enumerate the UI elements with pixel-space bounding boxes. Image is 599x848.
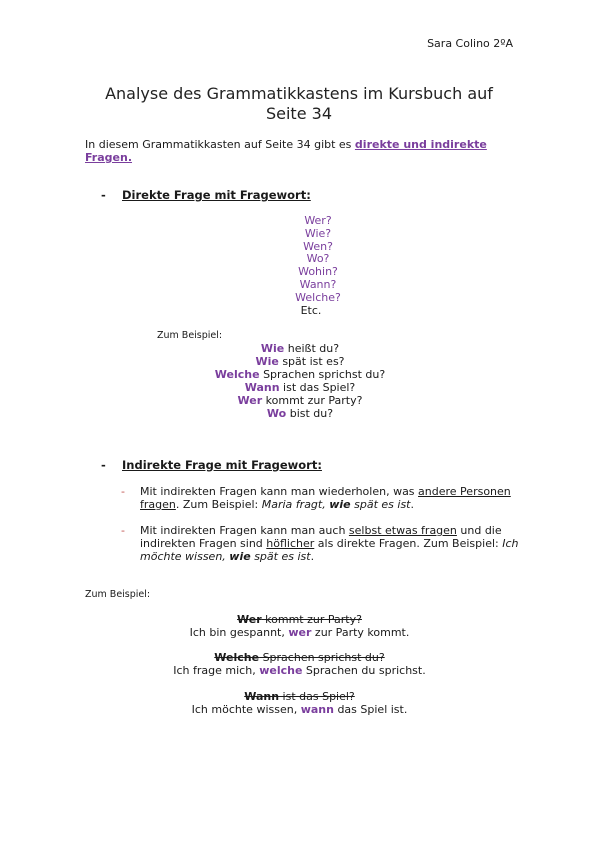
example-keyword: Wie [255, 354, 279, 368]
transformation-1 [0, 613, 599, 639]
example-rest: heißt du? [284, 342, 340, 355]
italic-text: spät es ist [250, 550, 311, 563]
struck-keyword: Wann [244, 690, 280, 703]
dash-marker: - [121, 485, 125, 498]
sentence-keyword: wann [300, 703, 334, 716]
point-text [140, 524, 521, 563]
example-line [0, 408, 599, 421]
example-rest: Sprachen sprichst du? [259, 367, 386, 381]
section-heading: Direkte Frage mit Fragewort: [122, 188, 311, 202]
dash-marker: - [121, 524, 125, 537]
example-keyword: Wie [260, 342, 285, 355]
question-word: Wie? [304, 226, 332, 240]
direct-examples [0, 343, 599, 420]
example-rest: spät ist es? [278, 354, 345, 368]
bullet-marker: - [101, 458, 106, 472]
bullet-marker: - [101, 188, 106, 202]
italic-text: Maria fragt, [261, 498, 330, 511]
sentence-end: das Spiel ist. [333, 703, 408, 716]
transformation-2 [0, 651, 599, 677]
text-run: Mit indirekten Fragen kann man wiederholen, was [140, 485, 419, 498]
question-word: Wo? [306, 252, 330, 266]
example-keyword: Wo [266, 406, 287, 420]
example-keyword: Wann [244, 380, 280, 394]
indirect-point-2 [121, 524, 521, 563]
indirect-point-1 [121, 485, 521, 511]
etc-text: Etc. [300, 303, 322, 317]
sentence-keyword: welche [259, 664, 303, 677]
italic-text: spät es ist [350, 498, 411, 511]
struck-keyword: Wer [237, 613, 262, 626]
example-keyword: Wer [237, 393, 263, 407]
question-word: Wann? [299, 277, 337, 291]
section-indirect-heading [101, 458, 322, 472]
struck-question [0, 651, 599, 664]
question-word: Wohin? [298, 265, 338, 279]
bold-italic-text: wie [329, 498, 351, 511]
example-rest: bist du? [286, 406, 334, 420]
indirect-sentence [0, 626, 599, 639]
text-run: . [310, 550, 315, 563]
struck-text: ist das Spiel? [279, 690, 355, 703]
text-run: und die indirekten Fragen sind [140, 524, 502, 550]
section-heading: Indirekte Frage mit Fragewort: [122, 458, 322, 472]
example-keyword: Welche [214, 367, 260, 381]
text-run: als direkte Fragen. Zum Beispiel: [314, 537, 503, 550]
struck-text: Sprachen sprichst du? [259, 651, 385, 664]
text-run: Mit indirekten Fragen kann man auch [140, 524, 349, 537]
section-direct-heading [101, 188, 311, 202]
sentence-start: Ich möchte wissen, [191, 703, 301, 716]
intro-text: In diesem Grammatikkasten auf Seite 34 gibt es [85, 138, 355, 151]
underlined-text: selbst etwas fragen [348, 524, 457, 537]
underlined-text: höflicher [266, 537, 315, 550]
sentence-keyword: wer [288, 626, 312, 639]
example-label-2: Zum Beispiel: [85, 589, 151, 600]
indirect-sentence [0, 664, 599, 677]
underlined-text: andere Personen fragen [140, 485, 511, 511]
bold-italic-text: wie [229, 550, 251, 563]
question-word: Welche? [295, 290, 341, 304]
text-run: . Zum Beispiel: [175, 498, 262, 511]
struck-keyword: Welche [214, 651, 260, 664]
struck-question [0, 690, 599, 703]
sentence-end: zur Party kommt. [311, 626, 410, 639]
page-title: Analyse des Grammatikkastens im Kursbuch auf Seite 34 [105, 84, 493, 123]
example-rest: ist das Spiel? [279, 380, 356, 394]
text-run: . [410, 498, 414, 511]
sentence-start: Ich bin gespannt, [189, 626, 289, 639]
indirect-sentence [0, 703, 599, 716]
transformation-3 [0, 690, 599, 716]
point-text [140, 485, 521, 511]
intro-paragraph [85, 138, 505, 164]
question-word-list [0, 215, 599, 317]
struck-text: kommt zur Party? [261, 613, 362, 626]
example-rest: kommt zur Party? [262, 393, 363, 407]
question-word: Wer? [304, 214, 332, 227]
intro-link[interactable]: direkte und indirekte Fragen. [85, 138, 487, 164]
struck-question [0, 613, 599, 626]
author-name: Sara Colino 2ºA [427, 37, 513, 50]
sentence-end: Sprachen du sprichst. [302, 664, 426, 677]
italic-text: Ich möchte wissen, [140, 537, 519, 563]
question-word: Wen? [303, 239, 333, 253]
sentence-start: Ich frage mich, [173, 664, 260, 677]
example-label: Zum Beispiel: [157, 330, 223, 341]
